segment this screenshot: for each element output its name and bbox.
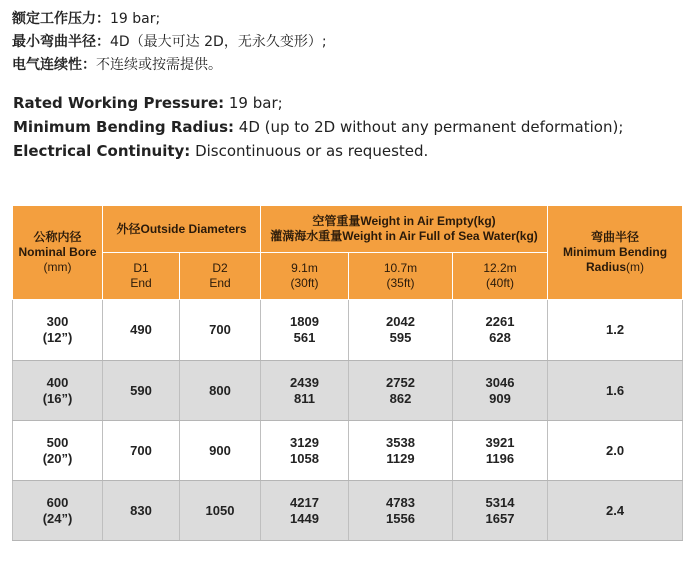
cell-d1: 590 [103,361,180,421]
spec-cn-continuity-label: 电气连续性： [12,57,96,73]
header-outside-diameters-cn: 外径 [116,221,141,236]
header-d1-sub: End [130,276,152,290]
header-bending-radius-cn: 弯曲半径 [591,230,640,244]
cell-bore-mm: 600 [46,494,69,510]
cell-bore-in: (16”) [42,390,73,406]
spec-cn-continuity [12,56,222,74]
cell-d2: 900 [180,421,261,481]
cell-bore [13,300,103,361]
spec-en-continuity-value: Discontinuous or as requested. [190,142,429,160]
cell-weight-empty: 3921 [485,434,515,450]
cell-weight-35ft [349,421,453,481]
cell-weight-empty: 1809 [290,314,319,329]
header-outside-diameters-en: Outside Diameters [140,221,247,236]
spec-en-pressure-value: 19 bar; [224,94,283,112]
cell-weight-empty: 3538 [386,434,415,450]
header-length-40ft-ft: (40ft) [486,276,515,290]
header-length-35ft-ft: (35ft) [386,276,415,290]
cell-bore [13,481,103,541]
cell-weight-full: 561 [293,330,316,345]
table-row [13,421,683,481]
header-length-30ft-m: 9.1m [291,261,318,275]
cell-d1: 490 [103,300,180,361]
header-outside-diameters [103,206,261,253]
header-d1-name: D1 [133,261,149,275]
cell-weight-30ft [261,300,349,361]
cell-radius: 2.0 [548,421,683,481]
header-bending-radius-en2: Radius [586,260,627,274]
header-length-35ft-m: 10.7m [383,261,418,275]
cell-weight-30ft [261,421,349,481]
cell-bore-in: (20”) [42,450,73,466]
header-weight-empty-en: Weight in Air Empty(kg) [360,214,496,228]
cell-weight-35ft [349,300,453,361]
cell-radius: 1.2 [548,300,683,361]
cell-weight-full: 909 [489,390,511,406]
cell-weight-40ft [453,481,548,541]
cell-weight-empty: 4217 [290,494,319,510]
spec-en-bending-label: Minimum Bending Radius: [13,118,235,136]
cell-weight-empty: 2752 [386,374,415,390]
header-d2-name: D2 [212,261,228,275]
spec-cn-pressure-label: 额定工作压力： [12,11,110,27]
cell-bore [13,421,103,481]
cell-weight-35ft [349,481,453,541]
header-weight-full-cn: 灌满海水重量 [270,229,343,243]
header-nominal-bore-unit: (mm) [43,260,72,274]
cell-weight-30ft [261,481,349,541]
spec-cn-bending [12,33,327,51]
cell-d2: 800 [180,361,261,421]
header-d1 [103,253,180,300]
cell-d2: 700 [180,300,261,361]
spec-cn-pressure [12,10,160,28]
table-row [13,481,683,541]
cell-weight-full: 1058 [290,450,319,466]
header-length-35ft [349,253,453,300]
header-bending-radius-unit: (m) [626,260,645,274]
cell-bore [13,361,103,421]
spec-cn-bending-value: 4D（最大可达 2D，无永久变形）; [110,34,327,50]
spec-en-bending [13,117,623,137]
cell-weight-empty: 2439 [290,374,319,390]
cell-weight-40ft [453,361,548,421]
header-d2-sub: End [209,276,231,290]
header-bending-radius-en: Minimum Bending [563,245,668,259]
cell-weight-30ft [261,361,349,421]
header-length-40ft-m: 12.2m [483,261,517,275]
header-weight-full-en: Weight in Air Full of Sea Water(kg) [342,229,538,243]
spec-cn-bending-label: 最小弯曲半径： [12,34,110,50]
header-weight [261,206,548,253]
cell-d2: 1050 [180,481,261,541]
cell-weight-empty: 4783 [386,494,415,510]
cell-weight-35ft [349,361,453,421]
spec-cn-pressure-value: 19 bar; [110,11,161,27]
table-row [13,361,683,421]
cell-bore-mm: 500 [46,434,69,450]
cell-weight-empty: 5314 [485,494,515,510]
cell-weight-full: 1129 [386,450,415,466]
spec-en-continuity-label: Electrical Continuity: [13,142,191,160]
header-nominal-bore-en: Nominal Bore [18,245,97,259]
cell-weight-full: 1657 [485,510,515,526]
cell-weight-40ft [453,421,548,481]
cell-weight-full: 811 [294,390,315,406]
cell-weight-empty: 3046 [485,374,515,390]
cell-d1: 700 [103,421,180,481]
cell-d1: 830 [103,481,180,541]
table-row [13,300,683,361]
cell-weight-full: 1449 [290,510,319,526]
cell-radius: 2.4 [548,481,683,541]
header-length-30ft [261,253,349,300]
cell-weight-40ft [453,300,548,361]
cell-weight-full: 1556 [386,510,415,526]
header-nominal-bore [13,206,103,300]
header-length-40ft [453,253,548,300]
cell-radius: 1.6 [548,361,683,421]
header-nominal-bore-cn: 公称内径 [33,230,82,244]
cell-bore-in: (24”) [42,510,73,526]
cell-bore-mm: 300 [46,314,69,329]
header-weight-empty-cn: 空管重量 [312,214,361,228]
header-length-30ft-ft: (30ft) [290,276,319,290]
cell-weight-full: 628 [489,330,511,345]
spec-en-continuity [13,141,428,161]
spec-en-pressure [13,93,283,113]
cell-weight-full: 1196 [485,450,515,466]
cell-weight-full: 595 [389,330,412,345]
spec-cn-continuity-value: 不连续或按需提供。 [96,57,222,73]
cell-weight-full: 862 [389,390,412,406]
cell-bore-in: (12”) [42,330,73,345]
spec-en-bending-value: 4D (up to 2D without any permanent deformation); [234,118,624,136]
header-bending-radius [548,206,683,300]
spec-en-pressure-label: Rated Working Pressure: [13,94,225,112]
cell-weight-empty: 3129 [290,434,319,450]
cell-bore-mm: 400 [46,374,69,390]
cell-weight-empty: 2261 [485,314,515,329]
header-d2 [180,253,261,300]
cell-weight-empty: 2042 [386,314,415,329]
hose-spec-table [12,205,683,541]
